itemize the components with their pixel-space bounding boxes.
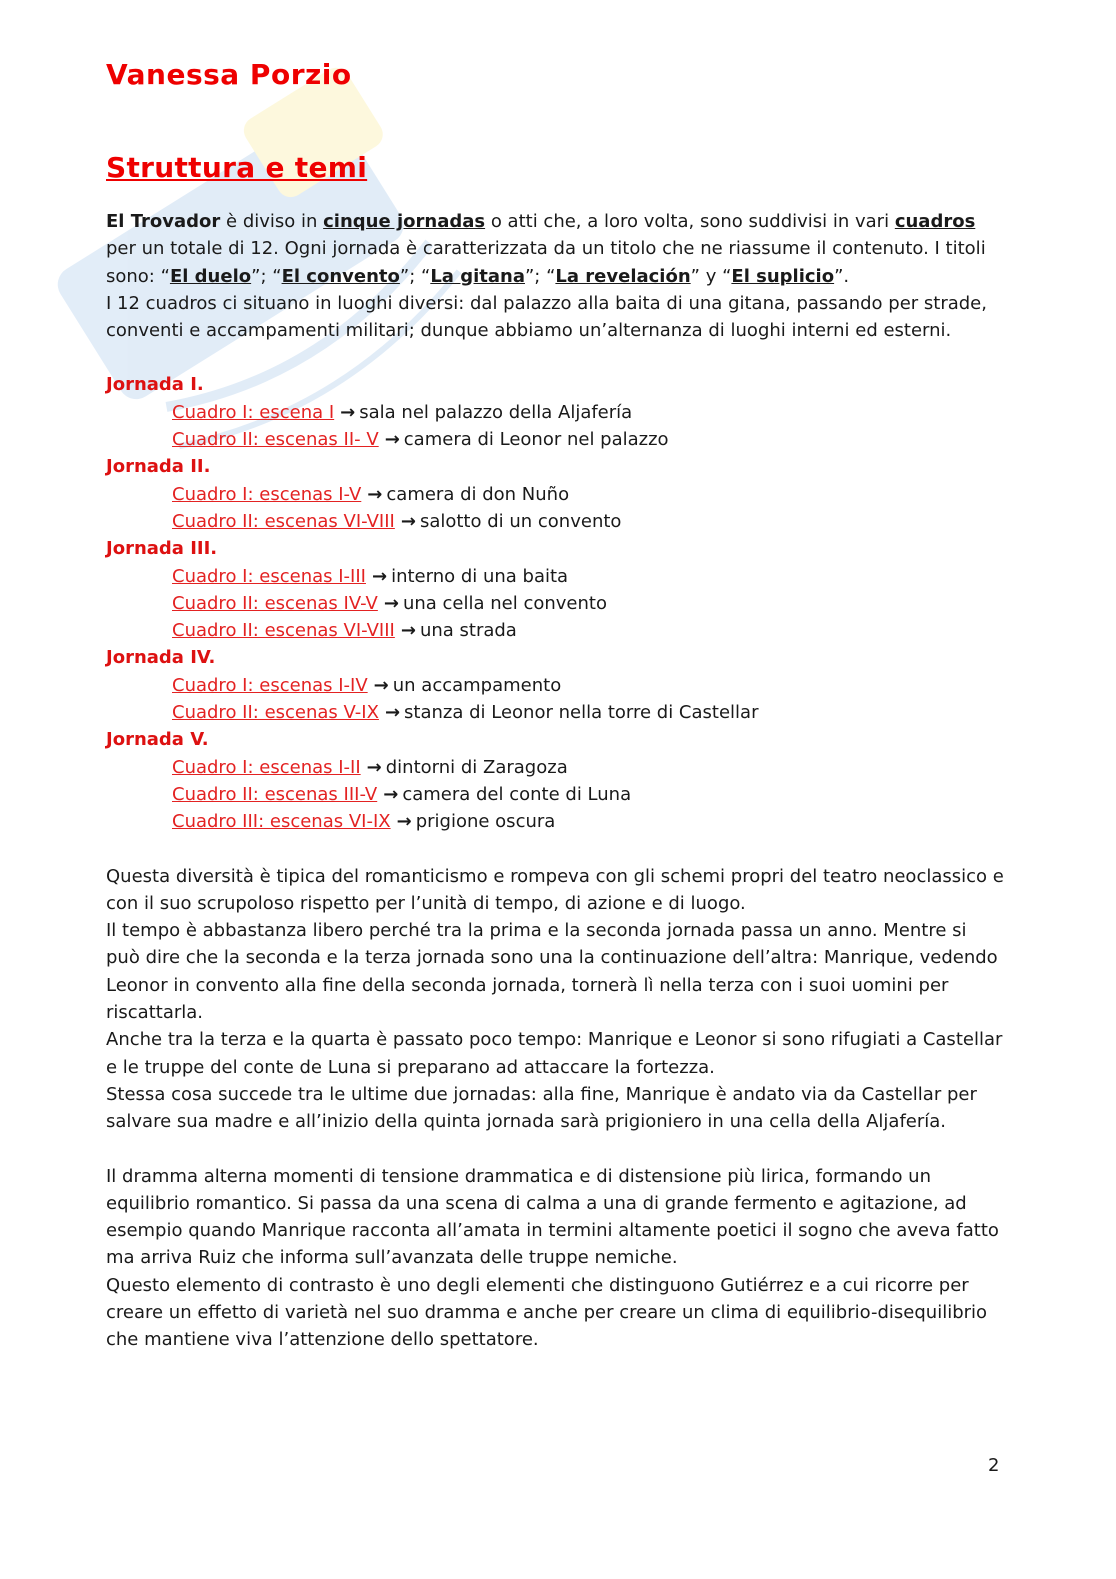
jornada-title-3: La gitana: [430, 265, 525, 287]
arrow-right-icon: →: [384, 429, 400, 451]
cuadro-place: stanza di Leonor nella torre di Castellar: [404, 702, 759, 724]
jornada-title-4: La revelación: [555, 265, 691, 287]
cuadro-item: [106, 699, 1006, 726]
body-paragraph-1: [106, 863, 1006, 1136]
body-text: Questo elemento di contrasto è uno degli elementi che distinguono Gutiérrez e a cui ricorre per creare un effetto di varietà nel suo dramma e anche per creare un clima di equilibrio-disequilibrio che mantiene viva l’attenzione dello spettatore.: [106, 1274, 988, 1351]
page-number: 2: [988, 1455, 1000, 1476]
arrow-right-icon: →: [396, 811, 412, 833]
arrow-right-icon: →: [373, 674, 389, 696]
term-cuadros: cuadros: [894, 211, 976, 232]
cuadro-place: sala nel palazzo della Aljafería: [359, 401, 633, 423]
cuadro-item: [106, 426, 1006, 453]
cuadro-item: [106, 617, 1006, 644]
cuadro-place: camera di don Nuño: [386, 483, 570, 505]
cuadro-link[interactable]: Cuadro III: escenas VI-IX: [172, 811, 391, 833]
document-page: [106, 58, 1006, 1354]
cuadro-place: camera del conte di Luna: [402, 783, 632, 805]
arrow-right-icon: →: [383, 783, 399, 805]
cuadro-item: [106, 808, 1006, 835]
jornada-heading: Jornada I.: [106, 374, 204, 396]
cuadro-item: [106, 672, 1006, 699]
cuadro-item: [106, 399, 1006, 426]
body-text: Il tempo è abbastanza libero perché tra la prima e la seconda jornada passa un anno. Mentre si può dire che la seconda e la terza jornada sono una la continuazione dell’altra: Manrique, vedendo Leonor in convento alla fine della seconda jornada, tornerà lì nella terza con i suoi uomini per riscattarla.: [106, 920, 998, 1024]
jornada-title-1: El duelo: [169, 265, 252, 287]
cuadro-place: dintorni di Zaragoza: [385, 756, 568, 778]
cuadro-place: interno di una baita: [391, 565, 569, 587]
cuadro-place: un accampamento: [392, 674, 562, 696]
cuadro-link[interactable]: Cuadro I: escenas I-III: [172, 565, 366, 587]
body-text: Stessa cosa succede tra le ultime due jornadas: alla fine, Manrique è andato via da Castellar per salvare sua madre e all’inizio della quinta jornada sarà prigioniero in una cella della Aljafería.: [106, 1083, 977, 1133]
body-text: Anche tra la terza e la quarta è passato poco tempo: Manrique e Leonor si sono rifugiati a Castellar e le truppe del conte de Luna si preparano ad attaccare la fortezza.: [106, 1029, 1003, 1078]
jornada-title-2: El convento: [281, 265, 400, 287]
jornadas-list: [106, 371, 1006, 835]
cuadro-link[interactable]: Cuadro I: escenas I-II: [172, 756, 361, 778]
arrow-right-icon: →: [367, 483, 383, 505]
body-text: Questa diversità è tipica del romanticismo e rompeva con gli schemi propri del teatro neoclassico e con il suo scrupoloso rispetto per l’unità di tempo, di azione e di luogo.: [106, 865, 1004, 914]
cuadro-link[interactable]: Cuadro II: escenas III-V: [172, 783, 378, 805]
jornada-heading: Jornada IV.: [106, 647, 216, 669]
arrow-right-icon: →: [383, 592, 399, 614]
jornada-heading: Jornada V.: [106, 729, 209, 751]
cuadro-link[interactable]: Cuadro I: escenas I-V: [172, 483, 362, 505]
cuadro-item: [106, 481, 1006, 508]
cuadro-place: camera di Leonor nel palazzo: [403, 429, 669, 451]
body-text: Il dramma alterna momenti di tensione drammatica e di distensione più lirica, formando un equilibrio romantico. Si passa da una scena di calma a una di grande fermento e agitazione, ad esempio quando Manrique racconta all’amata in termini altamente poetici il sogno che aveva fatto ma arriva Ruiz che informa sull’avanzata delle truppe nemiche.: [106, 1165, 999, 1269]
cuadro-link[interactable]: Cuadro II: escenas II- V: [172, 429, 379, 451]
arrow-right-icon: →: [400, 620, 416, 642]
cuadro-link[interactable]: Cuadro I: escenas I-IV: [172, 674, 368, 696]
arrow-right-icon: →: [400, 510, 416, 532]
arrow-right-icon: →: [384, 702, 401, 724]
jornada-heading: Jornada II.: [106, 456, 211, 478]
body-paragraph-2: [106, 1163, 1006, 1354]
cuadro-place: salotto di un convento: [419, 510, 622, 532]
term-jornadas: cinque jornadas: [323, 211, 486, 232]
cuadro-link[interactable]: Cuadro I: escena I: [172, 401, 335, 423]
cuadro-place: una cella nel convento: [402, 592, 607, 614]
cuadro-item: [106, 563, 1006, 590]
cuadro-item: [106, 590, 1006, 617]
cuadro-link[interactable]: Cuadro II: escenas VI-VIII: [172, 510, 395, 532]
cuadro-link[interactable]: Cuadro II: escenas VI-VIII: [172, 620, 395, 642]
cuadro-link[interactable]: Cuadro II: escenas IV-V: [172, 592, 378, 614]
cuadro-item: [106, 508, 1006, 535]
intro-paragraph-2: I 12 cuadros ci situano in luoghi diversi: dal palazzo alla baita di una gitana, passando per strade, conventi e accampamenti militari; dunque abbiamo un’alternanza di luoghi interni ed esterni.: [106, 292, 987, 342]
cuadro-item: [106, 754, 1006, 781]
author-name: Vanessa Porzio: [106, 58, 352, 91]
arrow-right-icon: →: [366, 756, 382, 778]
jornada-heading: Jornada III.: [106, 538, 218, 560]
jornada-title-5: El suplicio: [731, 265, 835, 287]
cuadro-place: prigione oscura: [415, 811, 556, 833]
arrow-right-icon: →: [340, 401, 356, 423]
section-title: Struttura e temi: [106, 151, 368, 184]
intro-paragraph: El Trovador è diviso in cinque jornadas o atti che, a loro volta, sono suddivisi in vari cuadros per un totale di 12. Ogni jornada è caratterizzata da un titolo che ne riassume il contenuto. I titoli sono: “El duelo”; “El convento”; “La gitana”; “La revelación” y “El suplicio”.: [106, 211, 986, 287]
arrow-right-icon: →: [371, 565, 388, 587]
cuadro-place: una strada: [419, 620, 517, 642]
cuadro-link[interactable]: Cuadro II: escenas V-IX: [172, 702, 379, 724]
cuadro-item: [106, 781, 1006, 808]
work-title: El Trovador: [106, 211, 221, 232]
